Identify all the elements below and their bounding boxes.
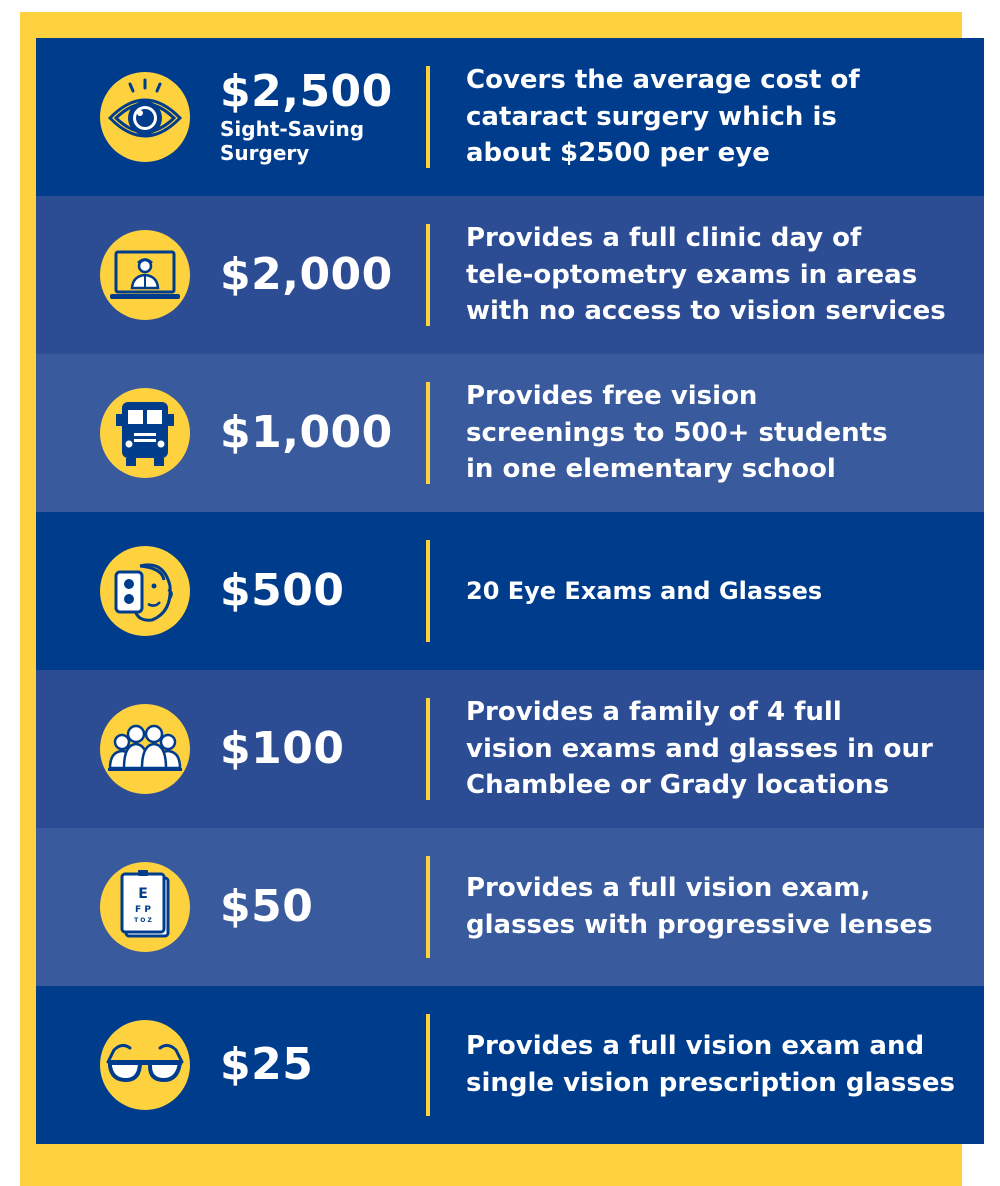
eye-chart-letter-row: E	[138, 886, 148, 902]
donation-amount: $500	[220, 564, 345, 616]
description-line: 20 Eye Exams and Glasses	[466, 576, 823, 605]
yellow-divider	[426, 698, 430, 800]
donation-amount: $25	[220, 1038, 314, 1090]
donation-description	[466, 354, 970, 512]
amount-block	[220, 828, 313, 986]
eye-chart-letter-row: F P	[135, 905, 151, 915]
description-line: Provides free vision	[466, 380, 758, 411]
description-line: single vision prescription glasses	[466, 1068, 955, 1098]
description-line: Chamblee or Grady locations	[466, 770, 890, 801]
eye-icon	[100, 72, 190, 162]
donation-amount: $2,500	[220, 65, 393, 117]
description-line: in one elementary school	[466, 454, 836, 485]
donation-row-2000	[36, 196, 984, 354]
donation-row-25	[36, 986, 984, 1144]
amount-block	[220, 354, 393, 512]
donation-description	[466, 670, 970, 828]
eye-chart-icon	[100, 862, 190, 952]
amount-block	[220, 670, 344, 828]
donation-description	[466, 196, 970, 354]
glasses-icon	[100, 1020, 190, 1110]
description-line: tele-optometry exams in areas	[466, 259, 918, 290]
donation-description	[466, 512, 970, 670]
description-line: Provides a family of 4 full	[466, 696, 842, 727]
description-line: with no access to vision services	[466, 296, 946, 327]
donation-amount: $2,000	[220, 248, 393, 300]
yellow-divider	[426, 856, 430, 958]
donation-row-1000	[36, 354, 984, 512]
yellow-divider	[426, 540, 430, 642]
family-icon	[100, 704, 190, 794]
amount-subtitle-line-2: Surgery	[220, 141, 310, 166]
donation-description	[466, 986, 970, 1144]
amount-block	[220, 512, 344, 670]
donation-row-2500	[36, 38, 984, 196]
amount-block	[220, 986, 313, 1144]
description-line: Covers the average cost of	[466, 64, 860, 95]
donation-row-500	[36, 512, 984, 670]
yellow-divider	[426, 66, 430, 168]
yellow-divider	[426, 224, 430, 326]
amount-subtitle-line-1: Sight-Saving	[220, 117, 365, 142]
donation-row-50	[36, 828, 984, 986]
description-line: about $2500 per eye	[466, 138, 770, 169]
donation-amount: $1,000	[220, 406, 393, 458]
donation-description	[466, 38, 970, 196]
yellow-divider	[426, 1014, 430, 1116]
donation-description	[466, 828, 970, 986]
description-line: screenings to 500+ students	[466, 417, 888, 448]
description-line: vision exams and glasses in our	[466, 733, 933, 764]
description-line: cataract surgery which is	[466, 101, 837, 132]
description-line: Provides a full clinic day of	[466, 222, 862, 253]
yellow-divider	[426, 382, 430, 484]
description-line: Provides a full vision exam and	[466, 1031, 925, 1062]
eye-exam-face-icon	[100, 546, 190, 636]
amount-block	[220, 38, 393, 196]
donation-amount: $50	[220, 880, 314, 932]
doctor-monitor-icon	[100, 230, 190, 320]
amount-block	[220, 196, 393, 354]
donation-amount: $100	[220, 722, 345, 774]
eye-chart-letter-row: T O Z	[134, 917, 152, 924]
school-bus-icon	[100, 388, 190, 478]
donation-row-100	[36, 670, 984, 828]
description-line: Provides a full vision exam,	[466, 873, 871, 904]
donation-levels-panel	[36, 38, 984, 1144]
description-line: glasses with progressive lenses	[466, 910, 933, 940]
